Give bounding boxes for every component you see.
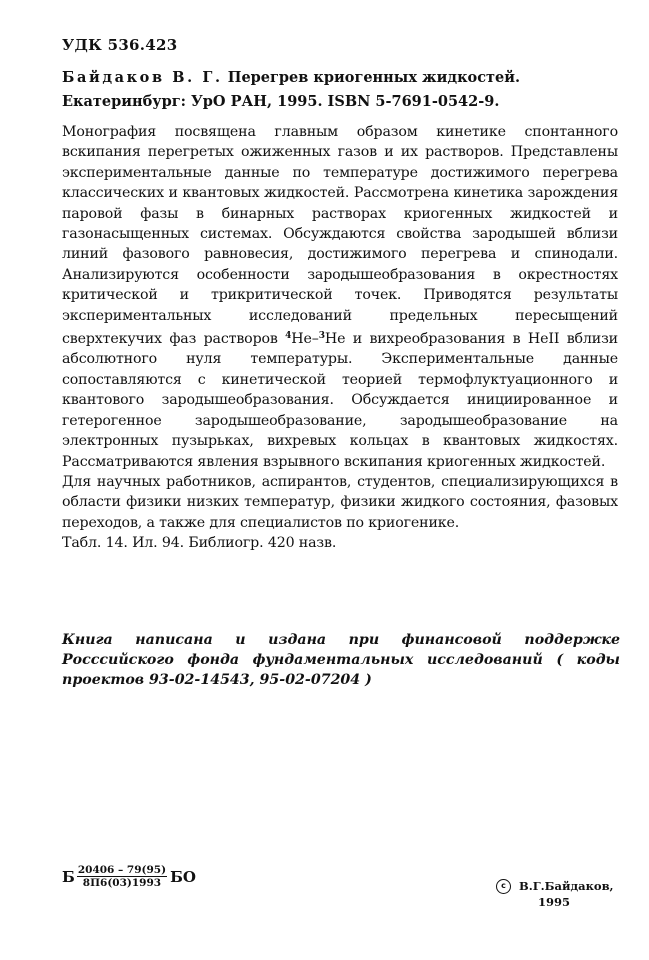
- index-numerator: 20406 – 79(95): [77, 864, 167, 876]
- bibliographic-record: [62, 66, 622, 114]
- isotope-4-sup: 4: [285, 331, 292, 342]
- abstract: [62, 122, 618, 554]
- copyright-notice: [496, 878, 626, 910]
- book-title: Перегрев криогенных жидкостей.: [227, 69, 521, 86]
- abstract-paragraph-1: [62, 122, 618, 472]
- copyright-holder: В.Г.Байдаков,: [519, 879, 614, 893]
- imprint: Екатеринбург: УрО РАН, 1995. ISBN 5-7691-0542-9.: [62, 93, 500, 110]
- isotope-3-sup: 3: [318, 331, 325, 342]
- index-prefix: Б: [62, 867, 75, 886]
- abstract-paragraph-2: Для научных работников, аспирантов, студентов, специализирующихся в области физики низких температур, физики жидкого состояния, фазовых переходов, а также для специалистов по криогенике.: [62, 473, 618, 531]
- copyright-icon: c: [496, 879, 511, 894]
- index-fraction: [77, 864, 167, 889]
- abstract-text-a: Монография посвящена главным образом кинетике спонтанного вскипания перегретых ожиженных газов и их растворов. Представлены экспериментальные данные по температуре достижимого перегрева классических и квантовых жидкостей. Рассмотрена кинетика зарождения паровой фазы в бинарных растворах криогенных жидкостей и газонасыщенных системах. Обсуждаются свойства зародышей вблизи линий фазового равновесия, достижимого перегрева и спинодали. Анализируются особенности зародышеобразования в окрестностях критической и трикритической точек. Приводятся результаты экспериментальных исследований предельных пересыщений сверхтекучих фаз растворов: [62, 124, 618, 348]
- funding-note: Книга написана и издана при финансовой поддержке Росссийского фонда фундаментальных исследований ( коды проектов 93-02-14543, 95-02-07204 ): [62, 632, 620, 688]
- index-denominator: 8П6(03)1993: [82, 877, 162, 889]
- abstract-text-b: He и вихреобразования в HeII вблизи абсолютного нуля температуры. Экспериментальные данные сопоставляются с кинетической теорией термофлуктуационного и квантового зародышеобразования. Обсуждается инициированное и гетерогенное зародышеобразование, зародышеобразование на электронных пузырьках, вихревых кольцах в квантовых жидкостях. Рассматриваются явления взрывного вскипания криогенных жидкостей.: [62, 331, 618, 470]
- udc-code: УДК 536.423: [62, 36, 178, 54]
- biblio-line-1: [62, 66, 622, 90]
- index-suffix: БО: [170, 867, 196, 886]
- helium-text: He–: [291, 331, 319, 348]
- publication-index: [62, 864, 196, 889]
- author-name: Байдаков В. Г.: [62, 69, 223, 86]
- copyright-year: 1995: [538, 895, 571, 909]
- copyright-row: [496, 878, 626, 894]
- abstract-paragraph-3: Табл. 14. Ил. 94. Библиогр. 420 назв.: [62, 535, 337, 552]
